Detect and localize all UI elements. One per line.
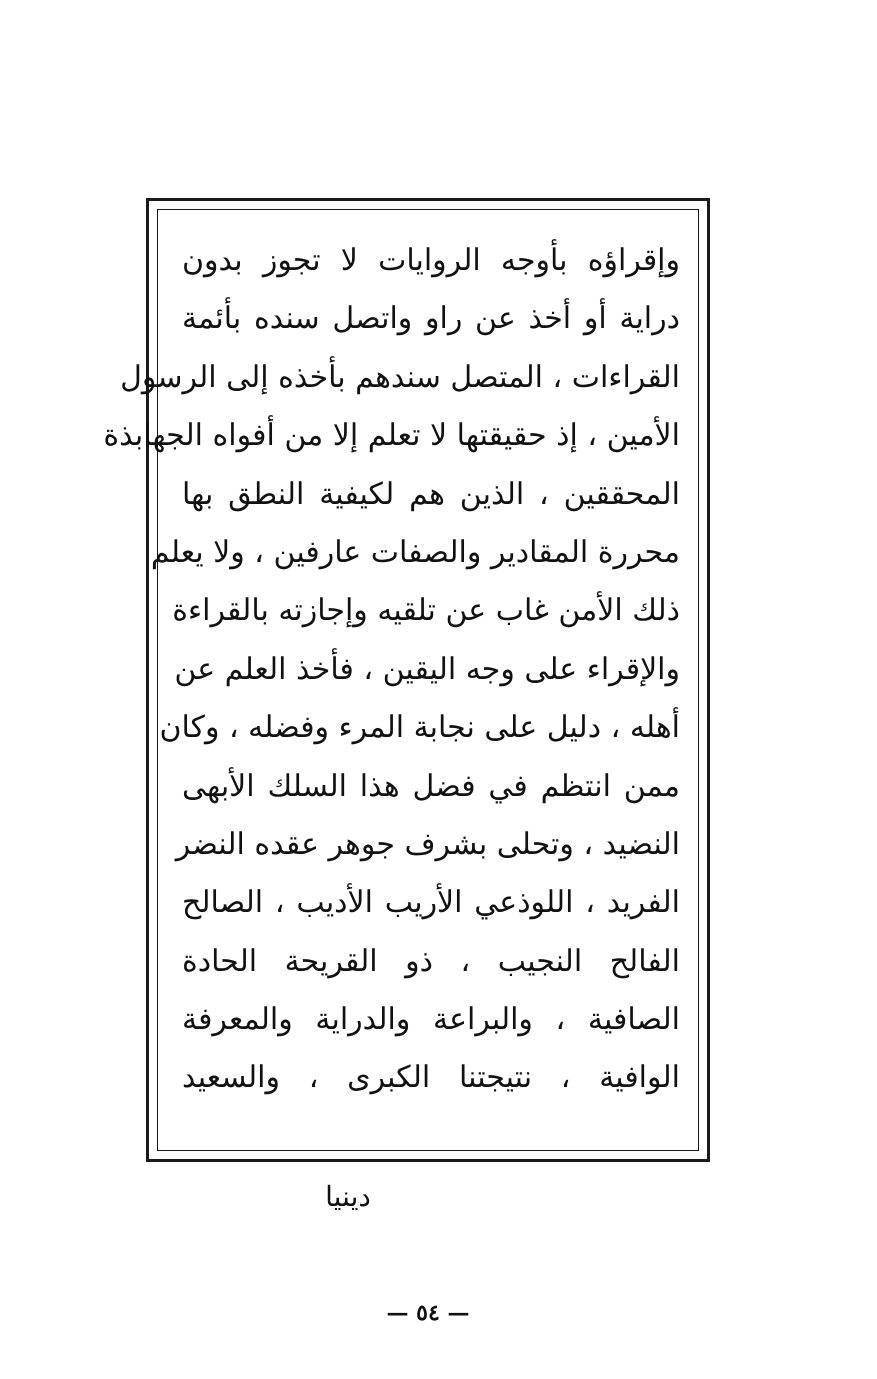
text-line: أهله ، دليل على نجابة المرء وفضله ، وكان [159, 710, 680, 746]
page-number: — ٥٤ — [386, 1300, 470, 1326]
text-line: محررة المقادير والصفات عارفين ، ولا يعلم [150, 534, 680, 570]
text-line: الصافية ، والبراعة والدراية والمعرفة [182, 1002, 680, 1038]
text-line: الأمين ، إذ حقيقتها لا تعلم إلا من أفواه الجهابذة [103, 418, 680, 454]
text-line: والإقراء على وجه اليقين ، فأخذ العلم عن [174, 651, 680, 687]
page-frame-inner [103, 209, 699, 1151]
catchword: دينيا [325, 1180, 371, 1213]
text-line: ممن انتظم في فضل هذا السلك الأبهى [182, 768, 680, 804]
text-line: القراءات ، المتصل سندهم بأخذه إلى الرسول [120, 359, 680, 395]
page-frame [103, 198, 710, 1162]
manuscript-text [103, 232, 680, 1108]
text-line: النضيد ، وتحلى بشرف جوهر عقده النضر [175, 826, 680, 862]
text-line: ذلك الأمن غاب عن تلقيه وإجازته بالقراءة [172, 593, 680, 629]
text-line: الفالح النجيب ، ذو القريحة الحادة [182, 943, 680, 979]
text-line: وإقراؤه بأوجه الروايات لا تجوز بدون [182, 243, 680, 278]
text-line: المحققين ، الذين هم لكيفية النطق بها [182, 476, 680, 512]
text-line: الوافية ، نتيجتنا الكبرى ، والسعيد [182, 1060, 680, 1096]
text-line: دراية أو أخذ عن راو واتصل سنده بأئمة [182, 301, 680, 337]
text-line: الفريد ، اللوذعي الأريب الأديب ، الصالح [182, 885, 680, 921]
